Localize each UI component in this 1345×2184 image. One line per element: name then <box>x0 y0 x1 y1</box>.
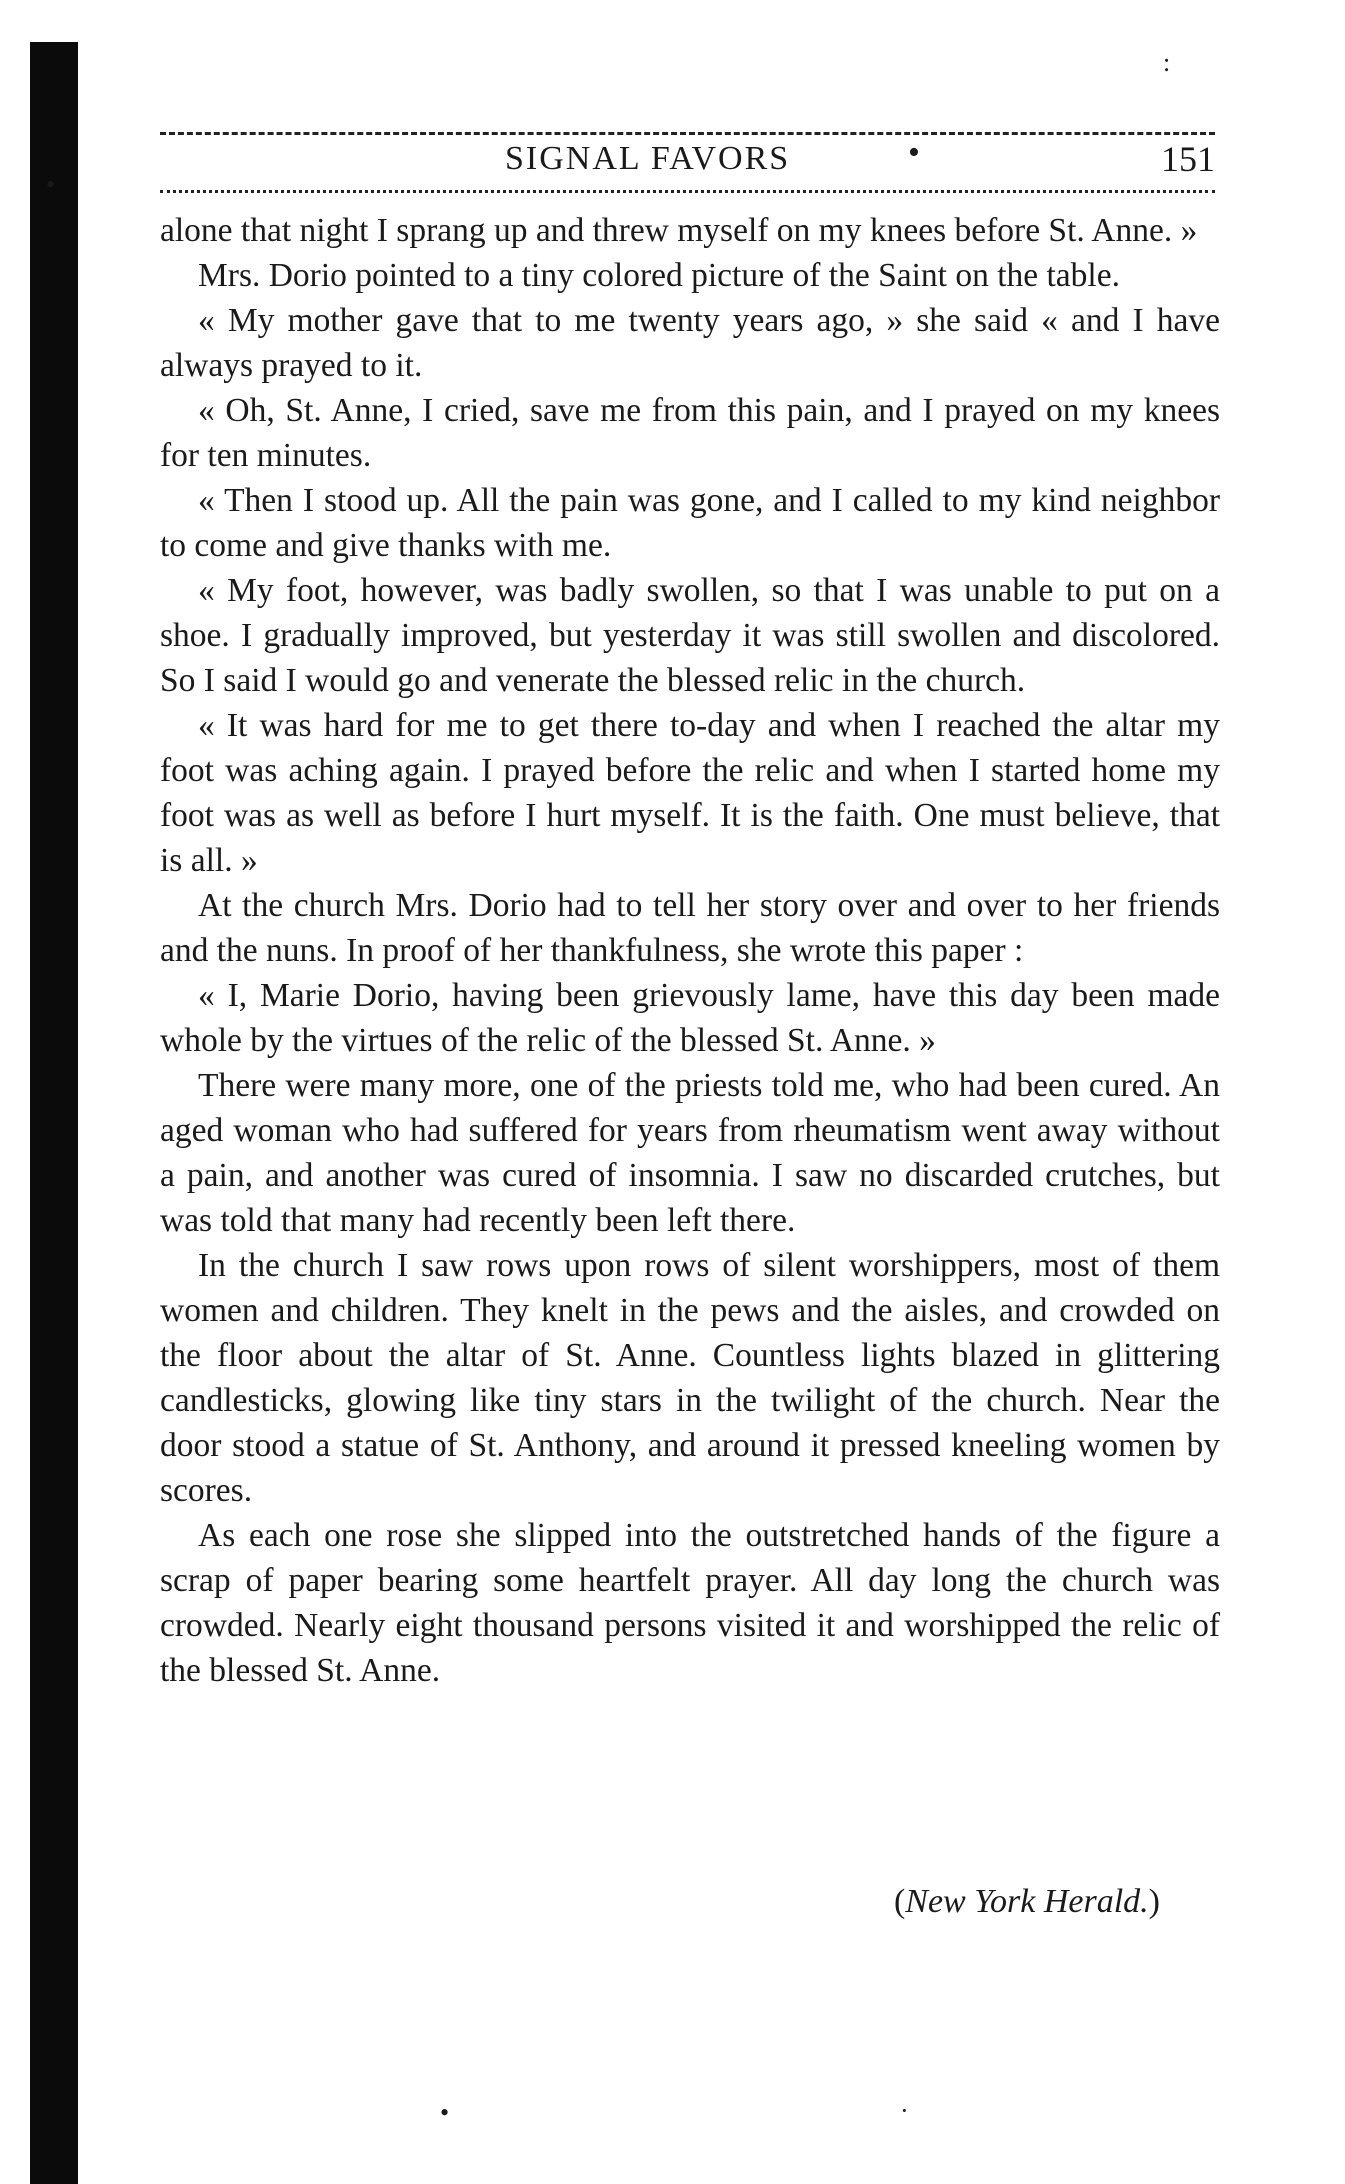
paragraph: There were many more, one of the priests told me, who had been cured. An aged woman who had suffered for years from rheumatism went away without a pain, and another was cured of insomnia. I saw no discarded crutches, but was told that many had recently been left there. <box>160 1067 1220 1239</box>
paragraph: « Then I stood up. All the pain was gone, and I called to my kind neighbor to come and give thanks with me. <box>160 482 1220 564</box>
margin-dot-bottom-right: · <box>900 2096 909 2125</box>
paragraph: « My mother gave that to me twenty years ago, » she said « and I have always prayed to it. <box>160 302 1220 384</box>
paragraph: In the church I saw rows upon rows of silent worshippers, most of them women and children. They knelt in the pews and the aisles, and crowded on the floor about the altar of St. Anne. Countless lights blazed in glittering candlesticks, glowing like tiny stars in the twilight of the church. Near the door stood a statue of St. Anthony, and around it pressed kneeling women by scores. <box>160 1247 1220 1509</box>
page-header <box>160 132 1215 198</box>
margin-colon-mark: : <box>1163 48 1171 77</box>
paragraph: alone that night I sprang up and threw myself on my knees before St. Anne. » <box>160 212 1198 249</box>
paragraph: « My foot, however, was badly swollen, so that I was unable to put on a shoe. I gradually improved, but yesterday it was still swollen and discolored. So I said I would go and venerate the blessed relic in the church. <box>160 572 1220 699</box>
header-rule-top <box>160 132 1215 135</box>
paragraph: As each one rose she slipped into the outstretched hands of the figure a scrap of paper bearing some heartfelt prayer. All day long the church was crowded. Nearly eight thousand persons visited it and worshipped the relic of the blessed St. Anne. <box>160 1517 1220 1689</box>
header-bullet: • <box>908 134 920 171</box>
attribution-close-paren: ) <box>1148 1883 1160 1920</box>
paragraph: Mrs. Dorio pointed to a tiny colored picture of the Saint on the table. <box>198 257 1120 294</box>
margin-dot: • <box>46 170 56 199</box>
margin-dot-bottom: • <box>440 2098 450 2127</box>
paragraph: At the church Mrs. Dorio had to tell her story over and over to her friends and the nuns. In proof of her thankfulness, she wrote this paper : <box>160 887 1220 969</box>
body-text <box>160 208 1220 1693</box>
header-rule-bottom <box>160 190 1215 193</box>
paragraph: « It was hard for me to get there to-day and when I reached the altar my foot was aching again. I prayed before the relic and when I started home my foot was as well as before I hurt myself. It is the faith. One must believe, that is all. » <box>160 707 1220 879</box>
source-attribution <box>160 1883 1160 1921</box>
page-number: 151 <box>1161 139 1215 179</box>
paragraph: « I, Marie Dorio, having been grievously lame, have this day been made whole by the virtues of the relic of the blessed St. Anne. » <box>160 977 1220 1059</box>
attribution-open-paren: ( <box>893 1883 906 1920</box>
scanned-page-edge <box>30 42 78 2184</box>
paragraph: « Oh, St. Anne, I cried, save me from this pain, and I prayed on my knees for ten minutes. <box>160 392 1220 474</box>
running-title: SIGNAL FAVORS <box>505 140 791 177</box>
attribution-source: New York Herald. <box>905 1883 1149 1920</box>
